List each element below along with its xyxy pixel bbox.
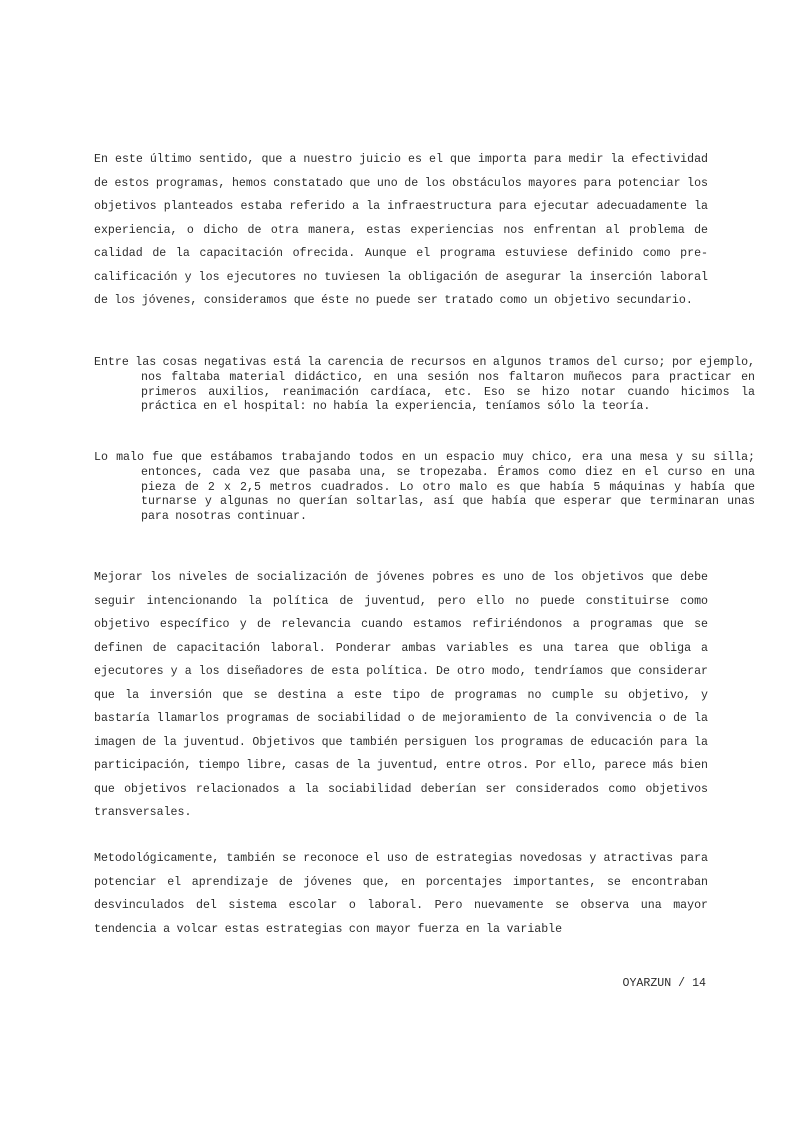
paragraph-text: Mejorar los niveles de socialización de jóvenes pobres es uno de los objetivos que debe seguir intencionando la política de juventud, pero ello no puede constituirse como objetivo específico y de relevancia cuando estamos refiriéndonos a programas que se definen de capacitación laboral. Ponderar ambas variables es una tarea que obliga a ejecutores y a los diseñadores de esta política. De otro modo, tendríamos que considerar que la inversión que se destina a este tipo de programas no cumple su objetivo, y bastaría llamarlos programas de sociabilidad o de mejoramiento de la convivencia o de la imagen de la juventud. Objetivos que también persiguen los programas de educación para la participación, tiempo libre, casas de la juventud, entre otros. Por ello, parece más bien que objetivos relacionados a la sociabilidad deberían ser considerados como objetivos transversales. bbox=[94, 571, 708, 819]
testimonial-quote-1: Entre las cosas negativas está la carencia de recursos en algunos tramos del curso; por ejemplo, nos faltaba material didáctico, en una sesión nos faltaron muñecos para practicar en primeros auxilios, reanimación cardíaca, etc. Eso se hizo notar cuando hicimos la práctica en el hospital: no había la experiencia, teníamos sólo la teoría. bbox=[94, 356, 755, 414]
testimonial-quote-2: Lo malo fue que estábamos trabajando todos en un espacio muy chico, era una mesa y su silla; entonces, cada vez que pasaba una, se tropezaba. Éramos como diez en el curso en una pieza de 2 x 2,5 metros cuadrados. Lo otro malo es que había 5 máquinas y había que turnarse y algunas no querían soltarlas, así que había que esperar que terminaran unas para nosotras continuar. bbox=[94, 451, 755, 524]
body-paragraph-3 bbox=[94, 847, 708, 941]
body-paragraph-1 bbox=[94, 148, 708, 313]
body-paragraph-2 bbox=[94, 566, 708, 825]
paragraph-text: Metodológicamente, también se reconoce el uso de estrategias novedosas y atractivas para potenciar el aprendizaje de jóvenes que, en porcentajes importantes, se encontraban desvinculados del sistema escolar o laboral. Pero nuevamente se observa una mayor tendencia a volcar estas estrategias con mayor fuerza en la variable bbox=[94, 852, 708, 936]
paragraph-text: En este último sentido, que a nuestro juicio es el que importa para medir la efectividad de estos programas, hemos constatado que uno de los obstáculos mayores para potenciar los objetivos planteados estaba referido a la infraestructura para ejecutar adecuadamente la experiencia, o dicho de otra manera, estas experiencias nos enfrentan al problema de calidad de la capacitación ofrecida. Aunque el programa estuviese definido como pre-calificación y los ejecutores no tuviesen la obligación de asegurar la inserción laboral de los jóvenes, consideramos que éste no puede ser tratado como un objetivo secundario. bbox=[94, 153, 708, 307]
page-footer: OYARZUN / 14 bbox=[622, 977, 706, 990]
